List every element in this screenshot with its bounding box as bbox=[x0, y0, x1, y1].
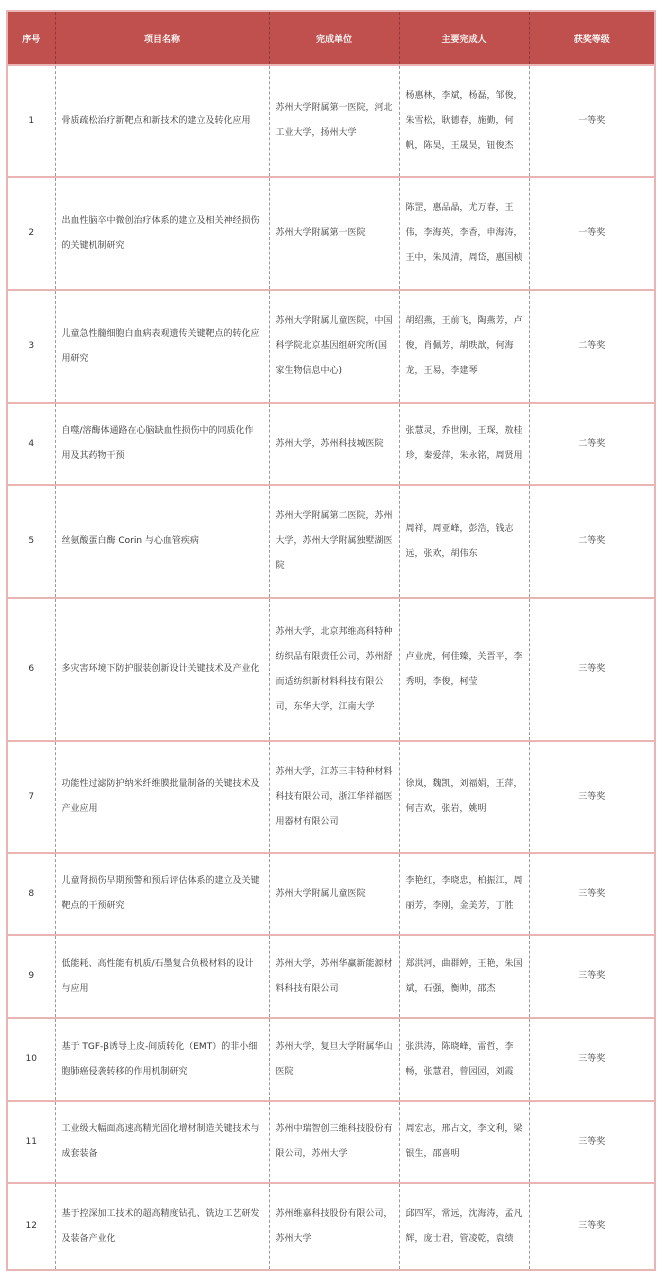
table-row bbox=[7, 1101, 655, 1183]
cell-index: 10 bbox=[7, 1018, 55, 1101]
cell-unit: 苏州大学，江苏三丰特种材料科技有限公司，浙江华祥福医用器材有限公司 bbox=[269, 741, 399, 853]
cell-award-level: 二等奖 bbox=[529, 290, 655, 403]
cell-award-level: 三等奖 bbox=[529, 741, 655, 853]
cell-index: 1 bbox=[7, 65, 55, 177]
header-award-level: 获奖等级 bbox=[529, 11, 655, 65]
cell-people: 杨惠林，李斌，杨磊，邹俊，朱雪松，耿德春，施勤，何帆，陈昊，王晟昊，钮俊杰 bbox=[399, 65, 529, 177]
cell-award-level: 一等奖 bbox=[529, 177, 655, 290]
table-row bbox=[7, 485, 655, 598]
table-row bbox=[7, 290, 655, 403]
table-row bbox=[7, 177, 655, 290]
cell-unit: 苏州维嘉科技股份有限公司，苏州大学 bbox=[269, 1183, 399, 1270]
table-row bbox=[7, 1018, 655, 1101]
cell-unit: 苏州大学附属第二医院，苏州大学，苏州大学附属独墅湖医院 bbox=[269, 485, 399, 598]
cell-project-name: 儿童肾损伤早期预警和预后评估体系的建立及关键靶点的干预研究 bbox=[55, 853, 269, 935]
cell-unit: 苏州大学，苏州华赢新能源材料科技有限公司 bbox=[269, 935, 399, 1018]
cell-project-name: 工业级大幅面高速高精光固化增材制造关键技术与成套装备 bbox=[55, 1101, 269, 1183]
cell-index: 11 bbox=[7, 1101, 55, 1183]
cell-people: 卢业虎，何佳臻，关晋平，李秀明，李俊，柯莹 bbox=[399, 598, 529, 741]
table-row bbox=[7, 935, 655, 1018]
cell-people: 邱四军，常远，沈海涛，孟凡辉，庞士君，管凌乾，袁绩 bbox=[399, 1183, 529, 1270]
header-unit: 完成单位 bbox=[269, 11, 399, 65]
cell-project-name: 功能性过滤防护纳米纤维膜批量制备的关键技术及产业应用 bbox=[55, 741, 269, 853]
cell-project-name: 基于控深加工技术的超高精度钻孔、铣边工艺研发及装备产业化 bbox=[55, 1183, 269, 1270]
cell-award-level: 三等奖 bbox=[529, 853, 655, 935]
cell-people: 张洪涛，陈晓峰，雷哲，李畅，张慧君，曾园园，刘霞 bbox=[399, 1018, 529, 1101]
table-row bbox=[7, 1183, 655, 1270]
cell-unit: 苏州大学附属儿童医院 bbox=[269, 853, 399, 935]
header-people: 主要完成人 bbox=[399, 11, 529, 65]
table-row bbox=[7, 741, 655, 853]
cell-index: 9 bbox=[7, 935, 55, 1018]
cell-people: 周宏志，邢占文，李文利，梁银生，邵喜明 bbox=[399, 1101, 529, 1183]
cell-unit: 苏州大学，北京邦维高科特种纺织品有限责任公司，苏州舒而适纺织新材料科技有限公司，东华大学，江南大学 bbox=[269, 598, 399, 741]
cell-award-level: 二等奖 bbox=[529, 485, 655, 598]
cell-index: 3 bbox=[7, 290, 55, 403]
cell-unit: 苏州大学，复旦大学附属华山医院 bbox=[269, 1018, 399, 1101]
cell-project-name: 丝氨酸蛋白酶 Corin 与心血管疾病 bbox=[55, 485, 269, 598]
cell-people: 李艳红，李晓忠，柏振江，周丽芳，李刚，金美芳，丁胜 bbox=[399, 853, 529, 935]
cell-project-name: 基于 TGF-β诱导上皮-间质转化（EMT）的非小细胞肺癌侵袭转移的作用机制研究 bbox=[55, 1018, 269, 1101]
cell-index: 4 bbox=[7, 403, 55, 485]
header-index: 序号 bbox=[7, 11, 55, 65]
cell-award-level: 三等奖 bbox=[529, 598, 655, 741]
cell-index: 2 bbox=[7, 177, 55, 290]
header-project-name: 项目名称 bbox=[55, 11, 269, 65]
cell-people: 郑洪河，曲群婷，王艳，朱国斌，石强，衡帅，邵杰 bbox=[399, 935, 529, 1018]
cell-project-name: 儿童急性髓细胞白血病表观遗传关键靶点的转化应用研究 bbox=[55, 290, 269, 403]
cell-award-level: 一等奖 bbox=[529, 65, 655, 177]
cell-award-level: 二等奖 bbox=[529, 403, 655, 485]
cell-unit: 苏州大学附属第一医院 bbox=[269, 177, 399, 290]
header-row bbox=[7, 11, 655, 65]
cell-unit: 苏州中瑞智创三维科技股份有限公司，苏州大学 bbox=[269, 1101, 399, 1183]
cell-people: 徐岚，魏凯，刘福娟，王萍，何吉欢，张岩，姚明 bbox=[399, 741, 529, 853]
award-table bbox=[6, 10, 656, 1271]
cell-people: 胡绍燕，王前飞，陶燕芳，卢俊，肖佩芳，胡昳歆，何海龙，王易，李建琴 bbox=[399, 290, 529, 403]
table-row bbox=[7, 65, 655, 177]
cell-people: 周祥，周亚峰，彭浩，钱志远，张欢，胡伟东 bbox=[399, 485, 529, 598]
cell-index: 8 bbox=[7, 853, 55, 935]
cell-people: 张慧灵，乔世刚，王琛，敖桂珍，秦爱萍，朱永铭，周贤用 bbox=[399, 403, 529, 485]
cell-unit: 苏州大学附属第一医院，河北工业大学，扬州大学 bbox=[269, 65, 399, 177]
cell-index: 12 bbox=[7, 1183, 55, 1270]
cell-index: 7 bbox=[7, 741, 55, 853]
cell-project-name: 出血性脑卒中微创治疗体系的建立及相关神经损伤的关键机制研究 bbox=[55, 177, 269, 290]
cell-award-level: 三等奖 bbox=[529, 935, 655, 1018]
cell-award-level: 三等奖 bbox=[529, 1101, 655, 1183]
table-row bbox=[7, 853, 655, 935]
cell-project-name: 多灾害环境下防护服装创新设计关键技术及产业化 bbox=[55, 598, 269, 741]
cell-project-name: 低能耗、高性能有机质/石墨复合负极材料的设计与应用 bbox=[55, 935, 269, 1018]
table-row bbox=[7, 403, 655, 485]
cell-project-name: 骨质疏松治疗新靶点和新技术的建立及转化应用 bbox=[55, 65, 269, 177]
cell-award-level: 三等奖 bbox=[529, 1183, 655, 1270]
cell-award-level: 三等奖 bbox=[529, 1018, 655, 1101]
cell-people: 陈罡，惠品晶，尤万春，王伟，李海英，李香，申海涛，王中，朱凤清，周岱，惠国桢 bbox=[399, 177, 529, 290]
cell-project-name: 自噬/溶酶体通路在心脑缺血性损伤中的同质化作用及其药物干预 bbox=[55, 403, 269, 485]
cell-index: 5 bbox=[7, 485, 55, 598]
table-row bbox=[7, 598, 655, 741]
cell-unit: 苏州大学附属儿童医院，中国科学院北京基因组研究所(国家生物信息中心) bbox=[269, 290, 399, 403]
cell-index: 6 bbox=[7, 598, 55, 741]
cell-unit: 苏州大学，苏州科技城医院 bbox=[269, 403, 399, 485]
